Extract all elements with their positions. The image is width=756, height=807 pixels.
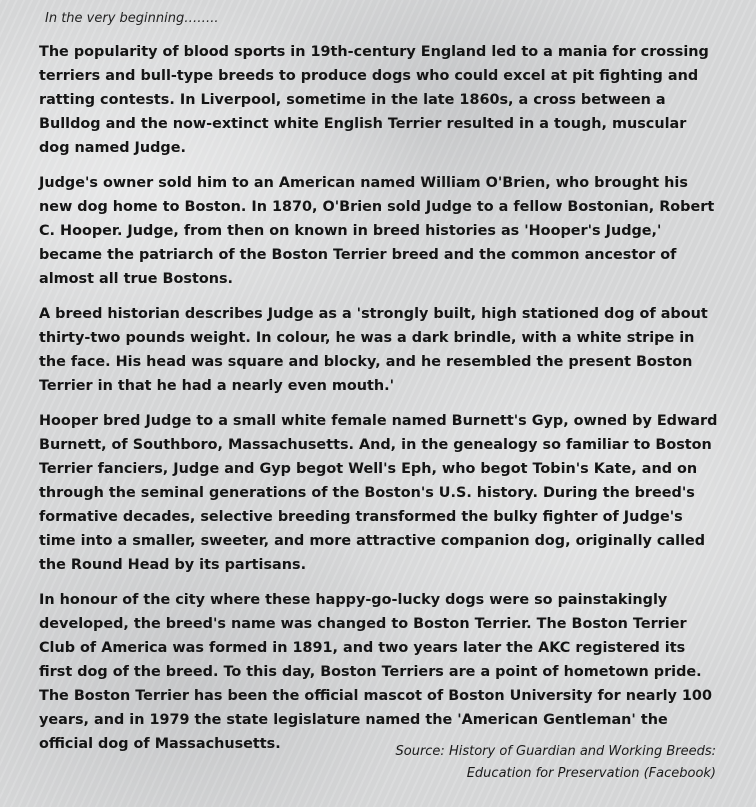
paragraph-2: Judge's owner sold him to an American named William O'Brien, who brought his new dog home to Boston. In 1870, O'Brien sold Judge to a fellow Bostonian, Robert C. Hooper. Judge, from then on known in breed histories as 'Hooper's Judge,' became the patriarch of the Boston Terrier breed and the common ancestor of almost all true Bostons. bbox=[39, 175, 715, 287]
paragraph-4: Hooper bred Judge to a small white female named Burnett's Gyp, owned by Edward Burnett, of Southboro, Massachusetts. And, in the genealogy so familiar to Boston Terrier fanciers, Judge and Gyp begot Well's Eph, who begot Tobin's Kate, and on through the seminal generations of the Boston's U.S. history. During the breed's formative decades, selective breeding transformed the bulky fighter of Judge's time into a smaller, sweeter, and more attractive companion dog, originally called the Round Head by its partisans. bbox=[39, 413, 718, 573]
source-line-2: Education for Preservation (Facebook) bbox=[466, 766, 716, 781]
body-text bbox=[39, 40, 719, 767]
paragraph-1: The popularity of blood sports in 19th-century England led to a mania for crossing terriers and bull-type breeds to produce dogs who could excel at pit fighting and ratting contests. In Liverpool, sometime in the late 1860s, a cross between a Bulldog and the now-extinct white English Terrier resulted in a tough, muscular dog named Judge. bbox=[39, 44, 709, 156]
source-attribution bbox=[396, 741, 717, 785]
paragraph-3: A breed historian describes Judge as a 'strongly built, high stationed dog of about thirty-two pounds weight. In colour, he was a dark brindle, with a white stripe in the face. His head was square and blocky, and he resembled the present Boston Terrier in that he had a nearly even mouth.' bbox=[39, 306, 708, 394]
paragraph-5: In honour of the city where these happy-go-lucky dogs were so painstakingly developed, the breed's name was changed to Boston Terrier. The Boston Terrier Club of America was formed in 1891, and two years later the AKC registered its first dog of the breed. To this day, Boston Terriers are a point of hometown pride. The Boston Terrier has been the official mascot of Boston University for nearly 100 years, and in 1979 the state legislature named the 'American Gentleman' the official dog of Massachusetts. bbox=[39, 592, 712, 752]
intro-heading: In the very beginning…….. bbox=[45, 11, 219, 26]
source-line-1: Source: History of Guardian and Working Breeds: bbox=[395, 744, 716, 759]
